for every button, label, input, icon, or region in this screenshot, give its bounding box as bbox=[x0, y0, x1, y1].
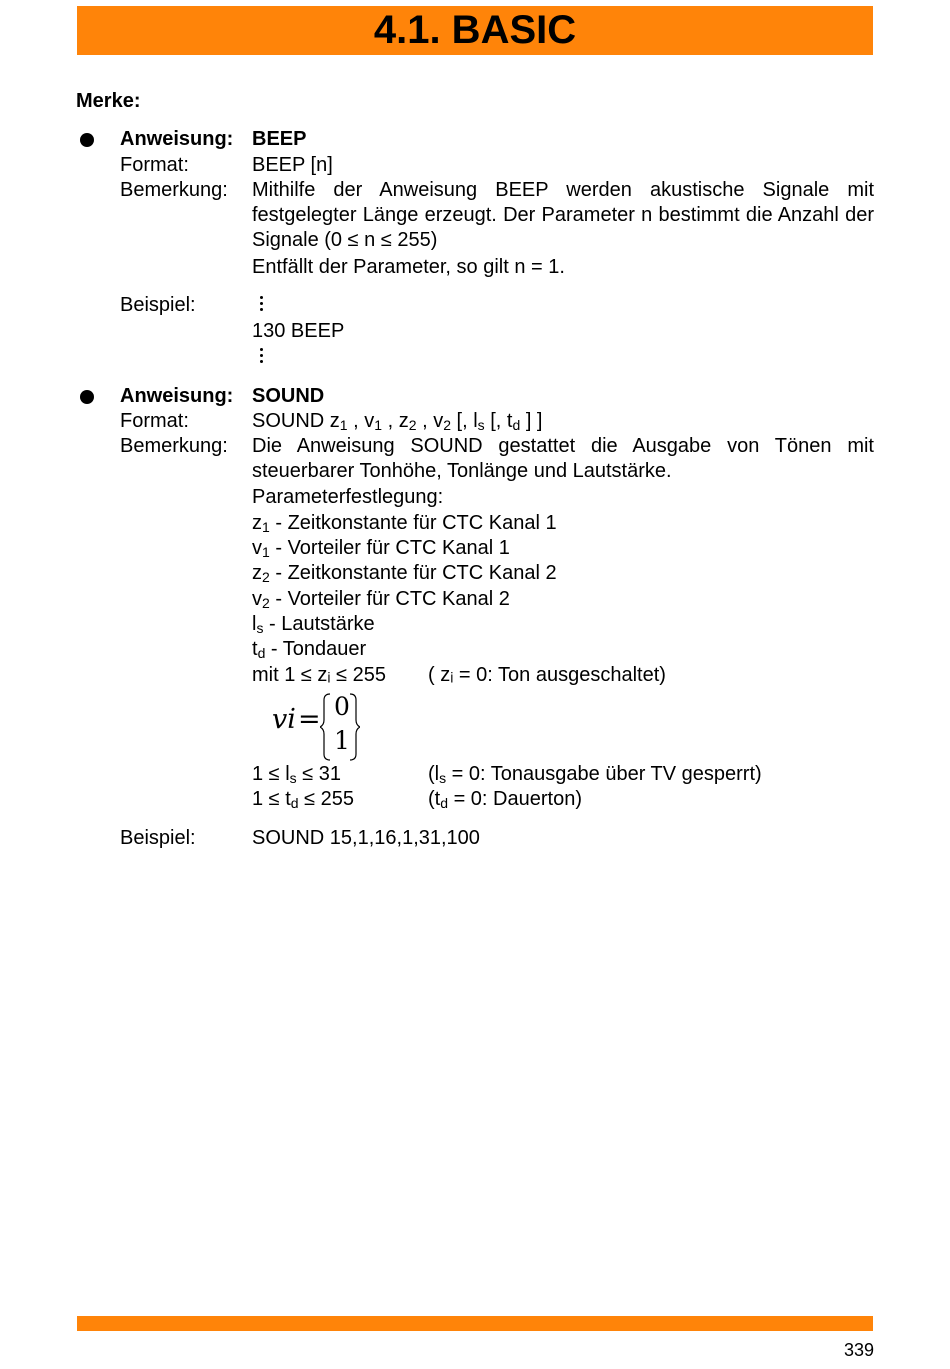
sound-heading-label: Anweisung: bbox=[120, 385, 234, 407]
page-title: 4.1. BASIC bbox=[373, 8, 577, 52]
beep-heading-label: Anweisung: bbox=[120, 128, 234, 150]
vi-formula bbox=[272, 692, 372, 762]
range-ls-note: ($l_s = 0$: Tonausgabe über TV gesperrt) bbox=[428, 763, 762, 786]
formula-bottom: 1 bbox=[334, 726, 350, 755]
beep-beispiel-code: 130 BEEP bbox=[252, 320, 345, 342]
sound-bemerkung-text: Die Anweisung SOUND gestattet die Ausgabe von Tönen mit steuerbarer Tonhöhe, Tonlänge und Lautstärke. bbox=[252, 435, 874, 482]
range-td: $1 \le t_d \le 255$ bbox=[252, 788, 355, 811]
beep-bemerkung-label: Bemerkung: bbox=[120, 179, 228, 201]
sound-beispiel-label: Beispiel: bbox=[120, 827, 196, 849]
param-item: $l_s$ - Lautstärke bbox=[252, 613, 375, 636]
param-item: $v_1$ - Vorteiler für CTC Kanal 1 bbox=[252, 537, 510, 560]
beep-bemerkung-text: Mithilfe der Anweisung BEEP werden akustische Signale mit festgelegter Länge erzeugt. Der Parameter n bestimmt die Anzahl der Signale (0 ≤ n ≤ 255) bbox=[252, 179, 874, 251]
bullet-icon bbox=[80, 390, 94, 404]
beep-beispiel-label: Beispiel: bbox=[120, 294, 196, 316]
formula-top: 0 bbox=[334, 692, 350, 721]
vdots-icon bbox=[257, 296, 267, 314]
sound-format-value: SOUND $z_1$ , $v_1$ , $z_2$ , $v_2$ [, $l_s$ [, $t_d$ ] ] bbox=[252, 410, 543, 433]
range-ls: $1 \le l_s \le 31$ bbox=[252, 763, 341, 786]
merke-heading: Merke: bbox=[76, 90, 141, 112]
range-zi-note: ( zᵢ = 0: Ton ausgeschaltet) bbox=[428, 664, 666, 686]
formula-vi: vi bbox=[272, 704, 296, 735]
param-item: $t_d$ - Tondauer bbox=[252, 638, 367, 661]
beep-format-label: Format: bbox=[120, 154, 189, 176]
page-number: 339 bbox=[843, 1340, 874, 1360]
vdots-icon bbox=[257, 348, 267, 366]
bullet-icon bbox=[80, 133, 94, 147]
sound-bemerkung-label: Bemerkung: bbox=[120, 435, 228, 457]
sound-format-label: Format: bbox=[120, 410, 189, 432]
beep-format-value: BEEP [n] bbox=[252, 154, 333, 176]
param-item: $z_1$ - Zeitkonstante für CTC Kanal 1 bbox=[252, 512, 557, 535]
beep-bemerkung-line4: Entfällt der Parameter, so gilt n = 1. bbox=[252, 256, 565, 278]
header-bar bbox=[77, 6, 873, 55]
range-td-note: ($t_d = 0$: Dauerton) bbox=[428, 788, 582, 811]
sound-heading-value: SOUND bbox=[252, 385, 325, 407]
param-heading: Parameterfestlegung: bbox=[252, 486, 444, 508]
sound-beispiel-code: SOUND 15,1,16,1,31,100 bbox=[252, 827, 480, 849]
beep-heading-value: BEEP bbox=[252, 128, 307, 150]
param-item: $z_2$ - Zeitkonstante für CTC Kanal 2 bbox=[252, 562, 557, 585]
param-item: $v_2$ - Vorteiler für CTC Kanal 2 bbox=[252, 588, 510, 611]
formula-eq: = bbox=[298, 704, 321, 735]
range-zi: mit 1 ≤ zᵢ ≤ 255 bbox=[252, 664, 387, 686]
footer-bar bbox=[77, 1316, 873, 1331]
